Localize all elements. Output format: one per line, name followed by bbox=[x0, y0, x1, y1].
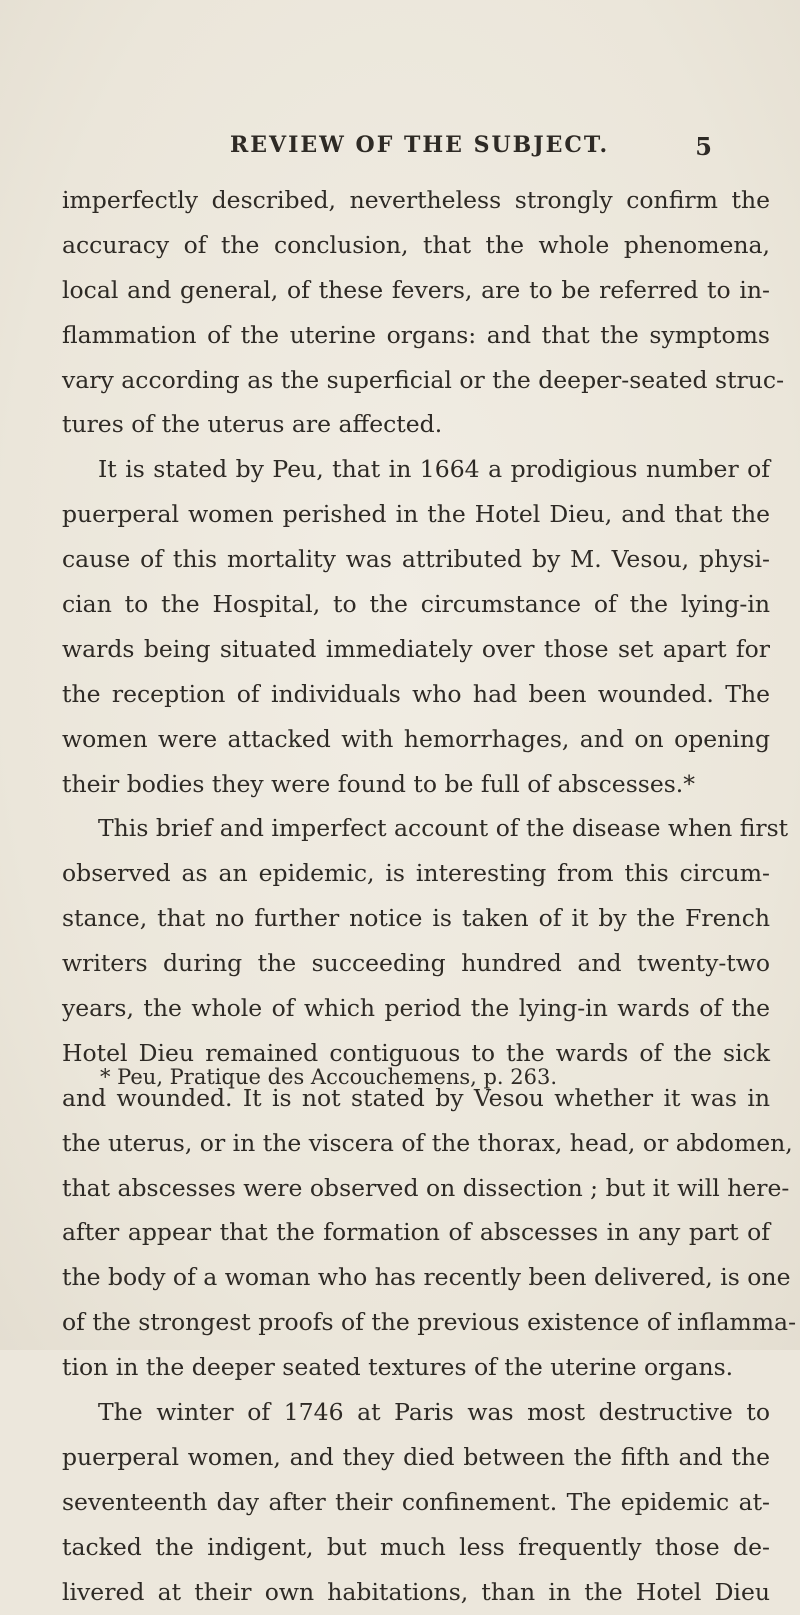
text-line: and wounded. It is not stated by Vesou whether it was in bbox=[62, 1083, 770, 1112]
text-line: after appear that the formation of abscesses in any part of bbox=[62, 1218, 770, 1247]
text-line: cian to the Hospital, to the circumstance of the lying-in bbox=[62, 590, 770, 619]
text-line: cause of this mortality was attributed by M. Vesou, physi- bbox=[62, 545, 770, 574]
text-line: writers during the succeeding hundred and twenty-two bbox=[62, 949, 770, 978]
text-line: wards being situated immediately over those set apart for bbox=[62, 634, 770, 663]
footnote: * Peu, Pratique des Accouchemens, p. 263. bbox=[100, 1065, 558, 1089]
text-line: flammation of the uterine organs: and that the symptoms bbox=[62, 320, 770, 349]
text-line: This brief and imperfect account of the disease when first bbox=[98, 814, 789, 843]
text-line: imperfectly described, nevertheless strongly confirm the bbox=[62, 186, 770, 214]
text-line: the reception of individuals who had been wounded. The bbox=[62, 679, 770, 708]
text-line: women were attacked with hemorrhages, and on opening bbox=[62, 724, 770, 753]
text-line: local and general, of these fevers, are to be referred to in- bbox=[62, 275, 770, 304]
text-line: accuracy of the conclusion, that the whole phenomena, bbox=[62, 230, 770, 259]
text-line: It is stated by Peu, that in 1664 a prodigious number of bbox=[98, 455, 770, 484]
text-line: that abscesses were observed on dissection ; but it will here- bbox=[62, 1173, 790, 1202]
body-text bbox=[62, 178, 797, 1615]
text-line: puerperal women, and they died between the fifth and the bbox=[62, 1442, 770, 1471]
running-title: REVIEW OF THE SUBJECT. bbox=[230, 132, 610, 158]
page-number: 5 bbox=[695, 132, 712, 161]
text-line: puerperal women perished in the Hotel Dieu, and that the bbox=[62, 500, 770, 529]
text-line: Hotel Dieu remained contiguous to the wards of the sick bbox=[62, 1038, 770, 1067]
text-line: tion in the deeper seated textures of the uterine organs. bbox=[62, 1353, 734, 1382]
text-line: observed as an epidemic, is interesting from this circum- bbox=[62, 859, 770, 888]
text-line: The winter of 1746 at Paris was most destructive to bbox=[98, 1398, 770, 1427]
text-line: livered at their own habitations, than in the Hotel Dieu bbox=[62, 1577, 770, 1606]
text-line: tures of the uterus are affected. bbox=[62, 410, 443, 439]
text-line: their bodies they were found to be full of abscesses.* bbox=[62, 769, 696, 798]
running-head bbox=[230, 132, 712, 166]
text-line: the uterus, or in the viscera of the thorax, head, or abdomen, bbox=[62, 1128, 793, 1157]
text-line: of the strongest proofs of the previous existence of inflamma- bbox=[62, 1308, 797, 1337]
text-line: seventeenth day after their confinement. The epidemic at- bbox=[62, 1487, 770, 1516]
text-line: stance, that no further notice is taken of it by the French bbox=[62, 904, 770, 933]
text-line: tacked the indigent, but much less frequently those de- bbox=[62, 1532, 770, 1561]
text-line: the body of a woman who has recently been delivered, is one bbox=[62, 1263, 791, 1292]
text-line: vary according as the superficial or the deeper-seated struc- bbox=[62, 365, 785, 394]
text-line: years, the whole of which period the lying-in wards of the bbox=[62, 994, 770, 1023]
